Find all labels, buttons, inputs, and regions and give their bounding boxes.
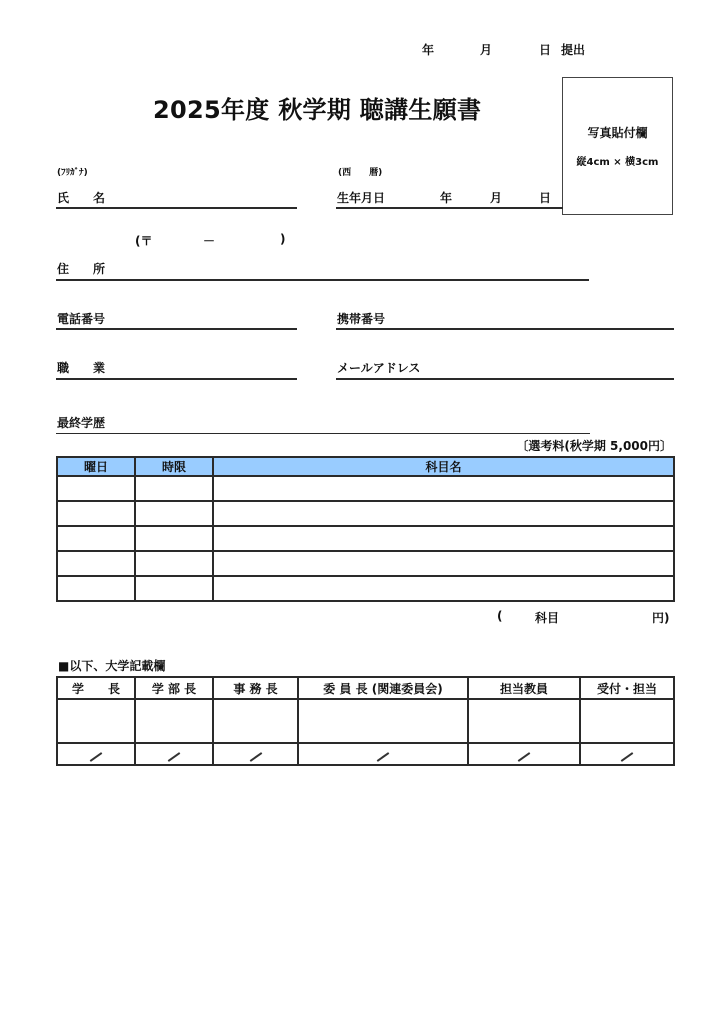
header-reception: 受付・担当 xyxy=(580,677,674,699)
address-field[interactable] xyxy=(56,279,589,281)
signature-cell-reception[interactable] xyxy=(580,699,674,743)
signature-cell-dean[interactable] xyxy=(135,699,213,743)
day-cell[interactable] xyxy=(57,551,135,576)
header-day: 曜日 xyxy=(57,457,135,476)
fee-note: 〔選考料(秋学期 5,000円〕 xyxy=(516,439,672,453)
postal-open: (〒 xyxy=(135,234,153,248)
date-cell-instructor[interactable] xyxy=(468,743,580,765)
table-row xyxy=(57,551,674,576)
email-label: メールアドレス xyxy=(337,361,421,375)
birth-day-label: 日 xyxy=(539,191,552,205)
era-note: (西 暦) xyxy=(338,168,383,178)
period-cell[interactable] xyxy=(135,526,213,551)
signature-cell-instructor[interactable] xyxy=(468,699,580,743)
summary-yen: 円) xyxy=(652,611,670,625)
date-cell-reception[interactable] xyxy=(580,743,674,765)
signature-cell-president[interactable] xyxy=(57,699,135,743)
header-period: 時限 xyxy=(135,457,213,476)
header-instructor: 担当教員 xyxy=(468,677,580,699)
phone-field[interactable] xyxy=(56,328,297,330)
period-cell[interactable] xyxy=(135,501,213,526)
day-cell[interactable] xyxy=(57,526,135,551)
header-office-director: 事 務 長 xyxy=(213,677,298,699)
submission-submit-label: 提出 xyxy=(561,43,586,57)
office-table-header xyxy=(57,677,674,699)
date-cell-committee-chair[interactable] xyxy=(298,743,468,765)
date-slash-mark xyxy=(168,752,181,762)
birthdate-label: 生年月日 xyxy=(337,191,386,205)
subject-cell[interactable] xyxy=(213,526,674,551)
subject-cell[interactable] xyxy=(213,501,674,526)
summary-subjects: 科目 xyxy=(535,611,560,625)
header-president: 学 長 xyxy=(57,677,135,699)
birthdate-field[interactable] xyxy=(336,207,563,209)
header-dean: 学 部 長 xyxy=(135,677,213,699)
postal-dash: － xyxy=(203,234,216,248)
date-cell-dean[interactable] xyxy=(135,743,213,765)
office-section-title: ■以下、大学記載欄 xyxy=(58,659,166,673)
header-subject: 科目名 xyxy=(213,457,674,476)
date-slash-mark xyxy=(90,752,103,762)
name-label: 氏 名 xyxy=(57,191,106,205)
table-row xyxy=(57,576,674,601)
date-slash-mark xyxy=(518,752,531,762)
mobile-field[interactable] xyxy=(336,328,674,330)
day-cell[interactable] xyxy=(57,501,135,526)
subject-cell[interactable] xyxy=(213,476,674,501)
education-field[interactable] xyxy=(56,433,590,434)
occupation-label: 職 業 xyxy=(57,361,106,375)
office-use-table xyxy=(56,676,675,766)
birth-month-label: 月 xyxy=(490,191,503,205)
furigana-label: (ﾌﾘｶﾞﾅ) xyxy=(57,168,88,178)
page-title: 2025年度 秋学期 聴講生願書 xyxy=(153,96,482,124)
date-cell-president[interactable] xyxy=(57,743,135,765)
date-row xyxy=(57,743,674,765)
signature-cell-committee-chair[interactable] xyxy=(298,699,468,743)
summary-open: ( xyxy=(497,609,503,623)
date-cell-office-director[interactable] xyxy=(213,743,298,765)
photo-label: 写真貼付欄 xyxy=(587,126,648,140)
day-cell[interactable] xyxy=(57,576,135,601)
table-row xyxy=(57,526,674,551)
photo-attach-box xyxy=(562,77,673,215)
date-slash-mark xyxy=(621,752,634,762)
education-label: 最終学歴 xyxy=(57,416,106,430)
submission-day-label: 日 xyxy=(539,43,552,57)
name-field[interactable] xyxy=(56,207,297,209)
period-cell[interactable] xyxy=(135,476,213,501)
period-cell[interactable] xyxy=(135,551,213,576)
submission-year-label: 年 xyxy=(422,43,435,57)
subject-cell[interactable] xyxy=(213,576,674,601)
submission-month-label: 月 xyxy=(480,43,493,57)
postal-close: ) xyxy=(280,232,286,246)
table-row xyxy=(57,476,674,501)
photo-size: 縦4cm × 横3cm xyxy=(576,157,659,168)
subject-cell[interactable] xyxy=(213,551,674,576)
course-table-header xyxy=(57,457,674,476)
email-field[interactable] xyxy=(336,378,674,380)
signature-row xyxy=(57,699,674,743)
signature-cell-office-director[interactable] xyxy=(213,699,298,743)
day-cell[interactable] xyxy=(57,476,135,501)
course-table xyxy=(56,456,675,602)
phone-label: 電話番号 xyxy=(57,312,106,326)
table-row xyxy=(57,501,674,526)
occupation-field[interactable] xyxy=(56,378,297,380)
mobile-label: 携帯番号 xyxy=(337,312,386,326)
header-committee-chair: 委 員 長 (関連委員会) xyxy=(298,677,468,699)
period-cell[interactable] xyxy=(135,576,213,601)
address-label: 住 所 xyxy=(57,262,106,276)
birth-year-label: 年 xyxy=(440,191,453,205)
date-slash-mark xyxy=(249,752,262,762)
date-slash-mark xyxy=(377,752,390,762)
